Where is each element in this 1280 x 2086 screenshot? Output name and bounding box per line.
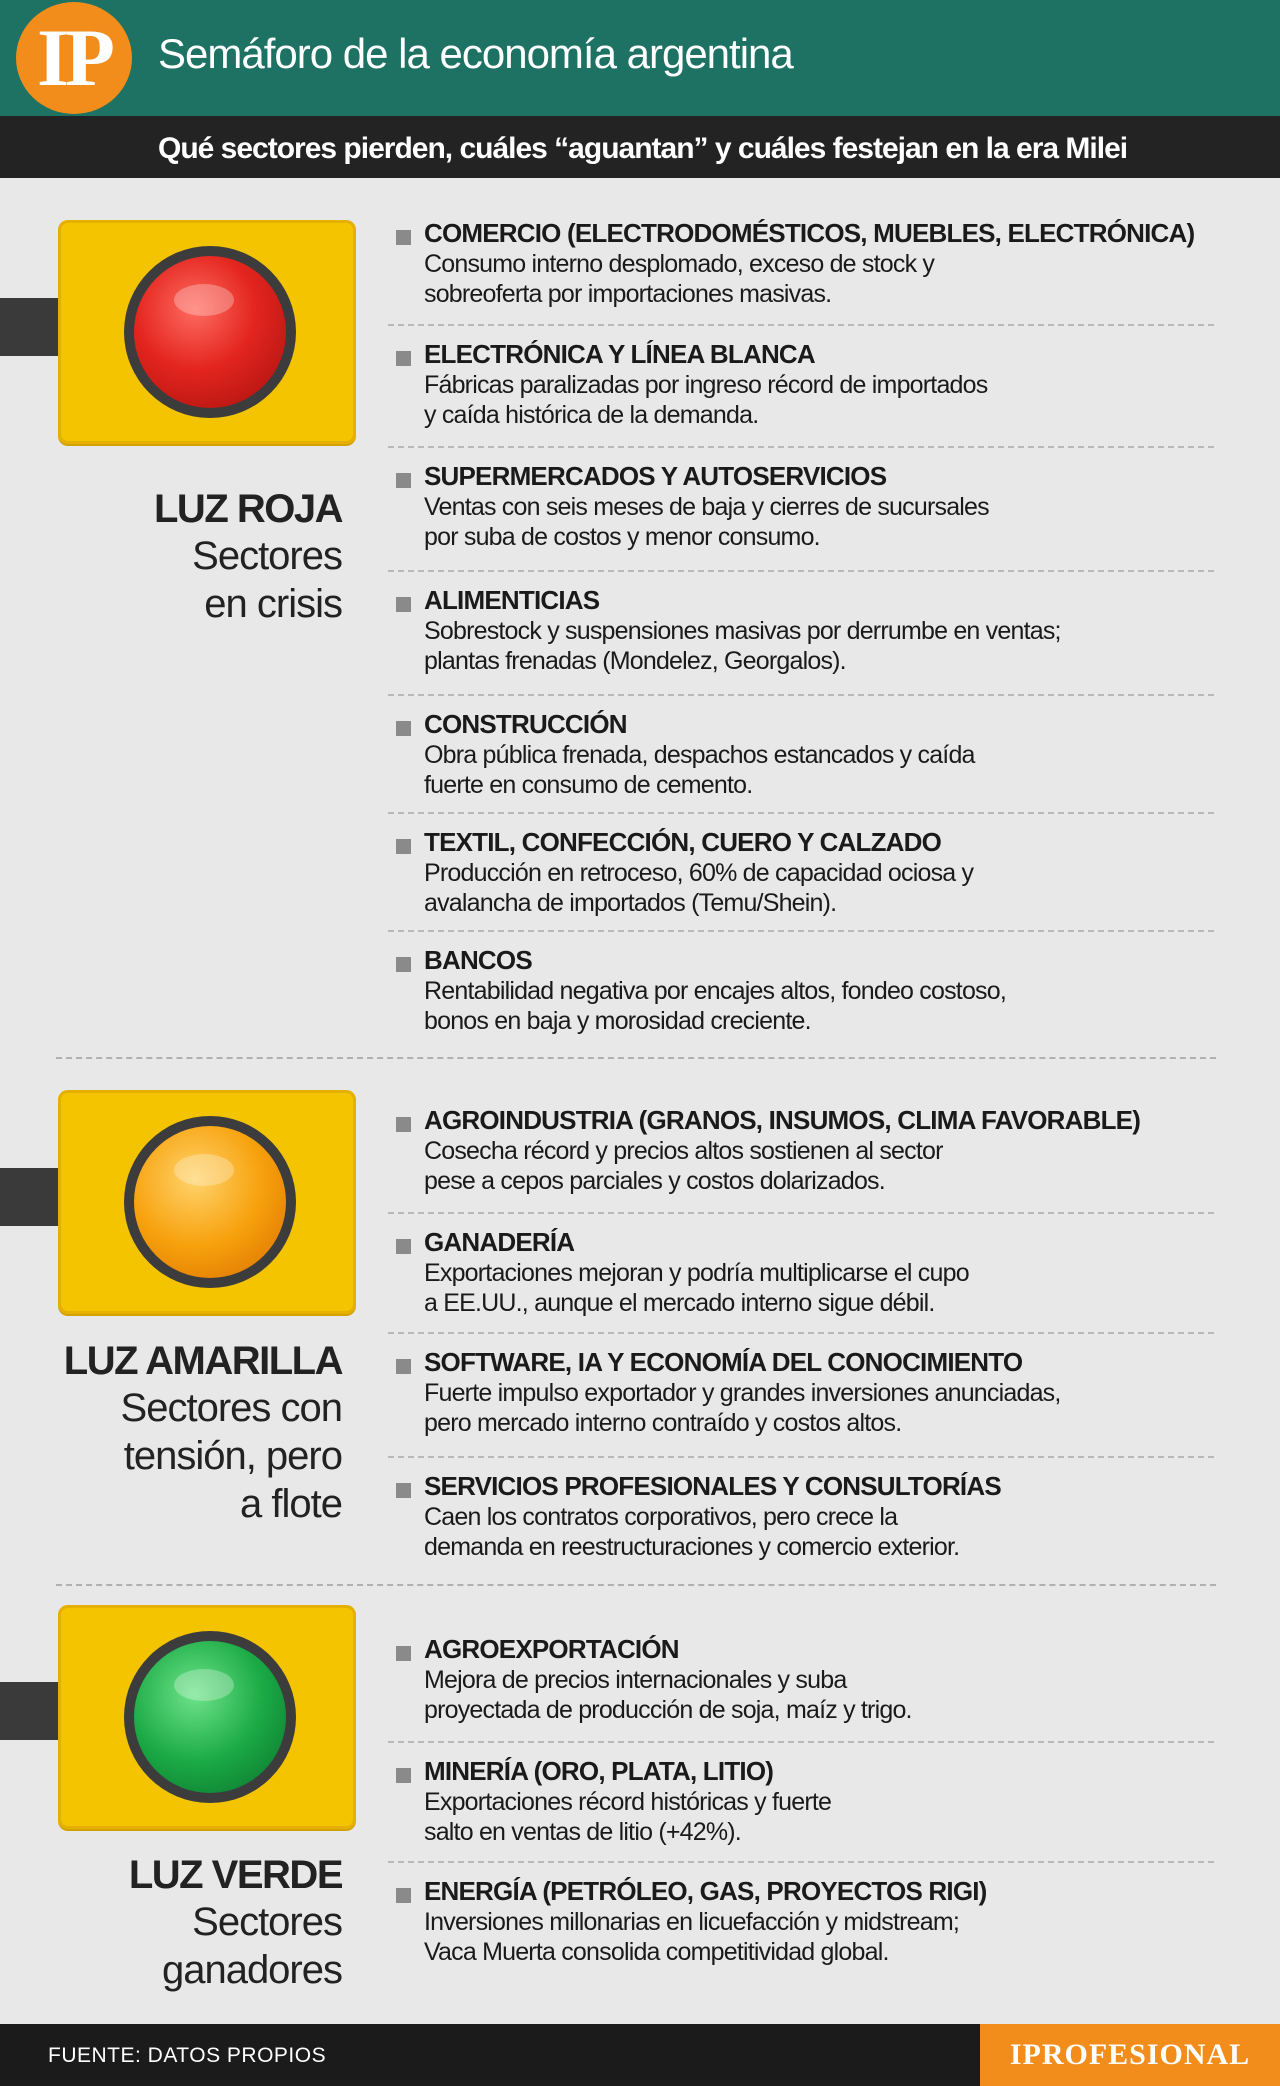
item-description: Sobrestock y suspensiones masivas por derrumbe en ventas; plantas frenadas (Mondelez, Georgalos). <box>424 617 1061 675</box>
bullet-icon <box>396 230 411 245</box>
item-description: Fábricas paralizadas por ingreso récord de importados y caída histórica de la demanda. <box>424 371 988 429</box>
item-title: ALIMENTICIAS <box>424 585 600 615</box>
item-description: Producción en retroceso, 60% de capacidad ociosa y avalancha de importados (Temu/Shein). <box>424 859 974 917</box>
traffic-light-red <box>58 220 356 444</box>
section-divider <box>56 1057 1216 1059</box>
lamp-housing <box>124 1631 296 1803</box>
section-divider <box>56 1584 1216 1586</box>
page-title: Semáforo de la economía argentina <box>158 30 793 77</box>
bullet-icon <box>396 721 411 736</box>
item-title: MINERÍA (ORO, PLATA, LITIO) <box>424 1756 774 1786</box>
item-description: Caen los contratos corporativos, pero crece la demanda en reestructuraciones y comercio exterior. <box>424 1503 960 1561</box>
section-description: Sectores ganadores <box>161 1900 342 1992</box>
item-title: BANCOS <box>424 945 532 975</box>
list-item <box>388 572 1214 696</box>
list-item <box>388 326 1214 448</box>
item-title: CONSTRUCCIÓN <box>424 709 627 739</box>
list-item <box>388 1743 1214 1863</box>
list-item <box>388 814 1214 932</box>
traffic-light-pole <box>0 1168 62 1226</box>
section-label-green <box>129 1852 342 1994</box>
list-item <box>388 696 1214 814</box>
item-title: ENERGÍA (PETRÓLEO, GAS, PROYECTOS RIGI) <box>424 1876 987 1906</box>
page-subtitle: Qué sectores pierden, cuáles “aguantan” y cuáles festejan en la era Milei <box>158 132 1128 165</box>
bullet-icon <box>396 839 411 854</box>
traffic-light-green <box>58 1605 356 1829</box>
red-light-icon <box>134 256 286 408</box>
item-description: Cosecha récord y precios altos sostienen al sector pese a cepos parciales y costos dolarizados. <box>424 1137 943 1195</box>
section-title: LUZ VERDE <box>128 1853 342 1897</box>
green-sector-list <box>388 1633 1214 1973</box>
item-description: Rentabilidad negativa por encajes altos, fondeo costoso, bonos en baja y morosidad creciente. <box>424 977 1007 1035</box>
section-label-amber <box>64 1338 342 1528</box>
amber-light-icon <box>134 1126 286 1278</box>
bullet-icon <box>396 957 411 972</box>
list-item <box>388 1104 1214 1214</box>
item-description: Consumo interno desplomado, exceso de stock y sobreoferta por importaciones masivas. <box>424 250 935 308</box>
lamp-housing <box>124 1116 296 1288</box>
bullet-icon <box>396 597 411 612</box>
amber-sector-list <box>388 1104 1214 1568</box>
bullet-icon <box>396 1239 411 1254</box>
item-title: SERVICIOS PROFESIONALES Y CONSULTORÍAS <box>424 1471 1001 1501</box>
list-item <box>388 1214 1214 1334</box>
item-description: Obra pública frenada, despachos estancados y caída fuerte en consumo de cemento. <box>424 741 975 799</box>
section-description: Sectores con tensión, pero a flote <box>120 1386 342 1526</box>
list-item <box>388 214 1214 326</box>
item-description: Mejora de precios internacionales y suba proyectada de producción de soja, maíz y trigo. <box>424 1666 912 1724</box>
bullet-icon <box>396 1768 411 1783</box>
item-title: ELECTRÓNICA Y LÍNEA BLANCA <box>424 339 815 369</box>
item-title: TEXTIL, CONFECCIÓN, CUERO Y CALZADO <box>424 827 942 857</box>
item-title: COMERCIO (ELECTRODOMÉSTICOS, MUEBLES, ELECTRÓNICA) <box>424 218 1195 248</box>
iprofesional-brand-logo: IPROFESIONAL <box>980 2024 1280 2086</box>
red-sector-list <box>388 214 1214 1042</box>
bullet-icon <box>396 1117 411 1132</box>
list-item <box>388 448 1214 572</box>
bullet-icon <box>396 1359 411 1374</box>
item-description: Fuerte impulso exportador y grandes inversiones anunciadas, pero mercado interno contraído y costos altos. <box>424 1379 1061 1437</box>
green-light-icon <box>134 1641 286 1793</box>
list-item <box>388 1633 1214 1743</box>
item-title: SOFTWARE, IA Y ECONOMÍA DEL CONOCIMIENTO <box>424 1347 1023 1377</box>
item-description: Exportaciones récord históricas y fuerte salto en ventas de litio (+42%). <box>424 1788 832 1846</box>
item-description: Inversiones millonarias en licuefacción y midstream; Vaca Muerta consolida competitividad global. <box>424 1908 960 1966</box>
traffic-light-pole <box>0 1682 62 1740</box>
section-title: LUZ ROJA <box>154 487 342 531</box>
source-note: FUENTE: DATOS PROPIOS <box>48 2044 327 2067</box>
lamp-housing <box>124 246 296 418</box>
section-title: LUZ AMARILLA <box>63 1339 342 1383</box>
item-title: GANADERÍA <box>424 1227 575 1257</box>
iprofesional-logo: IP <box>16 2 132 114</box>
section-label-red <box>154 486 342 628</box>
list-item <box>388 1863 1214 1973</box>
item-title: SUPERMERCADOS Y AUTOSERVICIOS <box>424 461 887 491</box>
traffic-light-amber <box>58 1090 356 1314</box>
bullet-icon <box>396 1646 411 1661</box>
list-item <box>388 1334 1214 1458</box>
bullet-icon <box>396 1483 411 1498</box>
list-item <box>388 932 1214 1042</box>
item-description: Ventas con seis meses de baja y cierres de sucursales por suba de costos y menor consumo. <box>424 493 989 551</box>
bullet-icon <box>396 473 411 488</box>
item-description: Exportaciones mejoran y podría multiplicarse el cupo a EE.UU., aunque el mercado interno sigue débil. <box>424 1259 969 1317</box>
section-description: Sectores en crisis <box>192 534 342 626</box>
bullet-icon <box>396 351 411 366</box>
item-title: AGROEXPORTACIÓN <box>424 1634 679 1664</box>
traffic-light-pole <box>0 298 62 356</box>
list-item <box>388 1458 1214 1568</box>
item-title: AGROINDUSTRIA (GRANOS, INSUMOS, CLIMA FAVORABLE) <box>424 1105 1141 1135</box>
bullet-icon <box>396 1888 411 1903</box>
